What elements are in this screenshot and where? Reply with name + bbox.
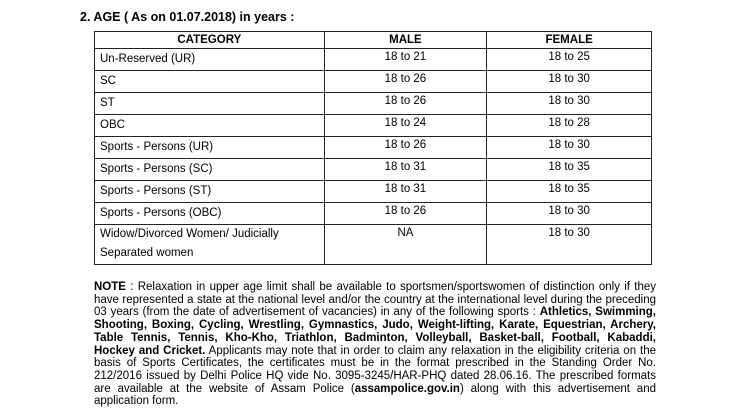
- male-cell: 18 to 26: [324, 203, 487, 225]
- female-cell: 18 to 25: [487, 49, 652, 71]
- category-cell: ST: [95, 93, 325, 115]
- category-cell: Sports - Persons (UR): [95, 137, 325, 159]
- female-cell: 18 to 30: [487, 225, 652, 265]
- age-table: [94, 31, 652, 265]
- table-row: [95, 181, 652, 203]
- female-cell: 18 to 35: [487, 181, 652, 203]
- note-text-3: ) along with this advertisement and application form.: [94, 382, 656, 408]
- male-cell: 18 to 26: [324, 137, 487, 159]
- female-cell: 18 to 35: [487, 159, 652, 181]
- female-cell: 18 to 28: [487, 115, 652, 137]
- header-category: CATEGORY: [95, 32, 325, 49]
- male-cell: 18 to 26: [324, 93, 487, 115]
- note-text-2: Applicants may note that in order to claim any relaxation in the eligibility criteria on the basis of Sports Certificates, the certificates must be in the format prescribed in the Standing Order No. 212/2016 issued by Delhi Police HQ vide No. 3095-3245/HAR-PHQ dated 28.06.16. The prescribed formats are available at the website of Assam Police (: [94, 344, 656, 395]
- male-cell: 18 to 26: [324, 71, 487, 93]
- male-cell: 18 to 31: [324, 159, 487, 181]
- table-row: [95, 203, 652, 225]
- female-cell: 18 to 30: [487, 93, 652, 115]
- category-cell: Sports - Persons (ST): [95, 181, 325, 203]
- table-row: [95, 71, 652, 93]
- female-cell: 18 to 30: [487, 71, 652, 93]
- category-cell: SC: [95, 71, 325, 93]
- category-cell: Un-Reserved (UR): [95, 49, 325, 71]
- male-cell: 18 to 21: [324, 49, 487, 71]
- category-cell: Widow/Divorced Women/ Judicially Separated women: [95, 225, 325, 265]
- note-website: assampolice.gov.in: [354, 382, 460, 395]
- table-row: [95, 225, 652, 265]
- category-cell: OBC: [95, 115, 325, 137]
- category-cell: Sports - Persons (OBC): [95, 203, 325, 225]
- table-row: [95, 137, 652, 159]
- female-cell: 18 to 30: [487, 203, 652, 225]
- note-paragraph: [94, 281, 656, 408]
- header-female: FEMALE: [487, 32, 652, 49]
- table-row: [95, 49, 652, 71]
- male-cell: NA: [324, 225, 487, 265]
- table-header-row: [95, 32, 652, 49]
- male-cell: 18 to 31: [324, 181, 487, 203]
- male-cell: 18 to 24: [324, 115, 487, 137]
- note-sports-list: Athletics, Swimming, Shooting, Boxing, Cycling, Wrestling, Gymnastics, Judo, Weight-lifting, Karate, Equestrian, Archery, Table Tennis, Tennis, Kho-Kho, Triathlon, Badminton, Volleyball, Basket-ball, Football, Kabaddi, Hockey and Cricket.: [94, 306, 656, 357]
- table-row: [95, 159, 652, 181]
- note-text-1: : Relaxation in upper age limit shall be available to sportsmen/sportswomen of distinction only if they have represented a state at the national level and/or the country at the international level during the preceding 03 years (from the date of advertisement of vacancies) in any of the following sports :: [94, 281, 656, 319]
- section-heading: 2. AGE ( As on 01.07.2018) in years :: [80, 10, 295, 24]
- category-cell: Sports - Persons (SC): [95, 159, 325, 181]
- header-male: MALE: [324, 32, 487, 49]
- note-label: NOTE: [94, 281, 126, 293]
- table-row: [95, 93, 652, 115]
- female-cell: 18 to 30: [487, 137, 652, 159]
- table-row: [95, 115, 652, 137]
